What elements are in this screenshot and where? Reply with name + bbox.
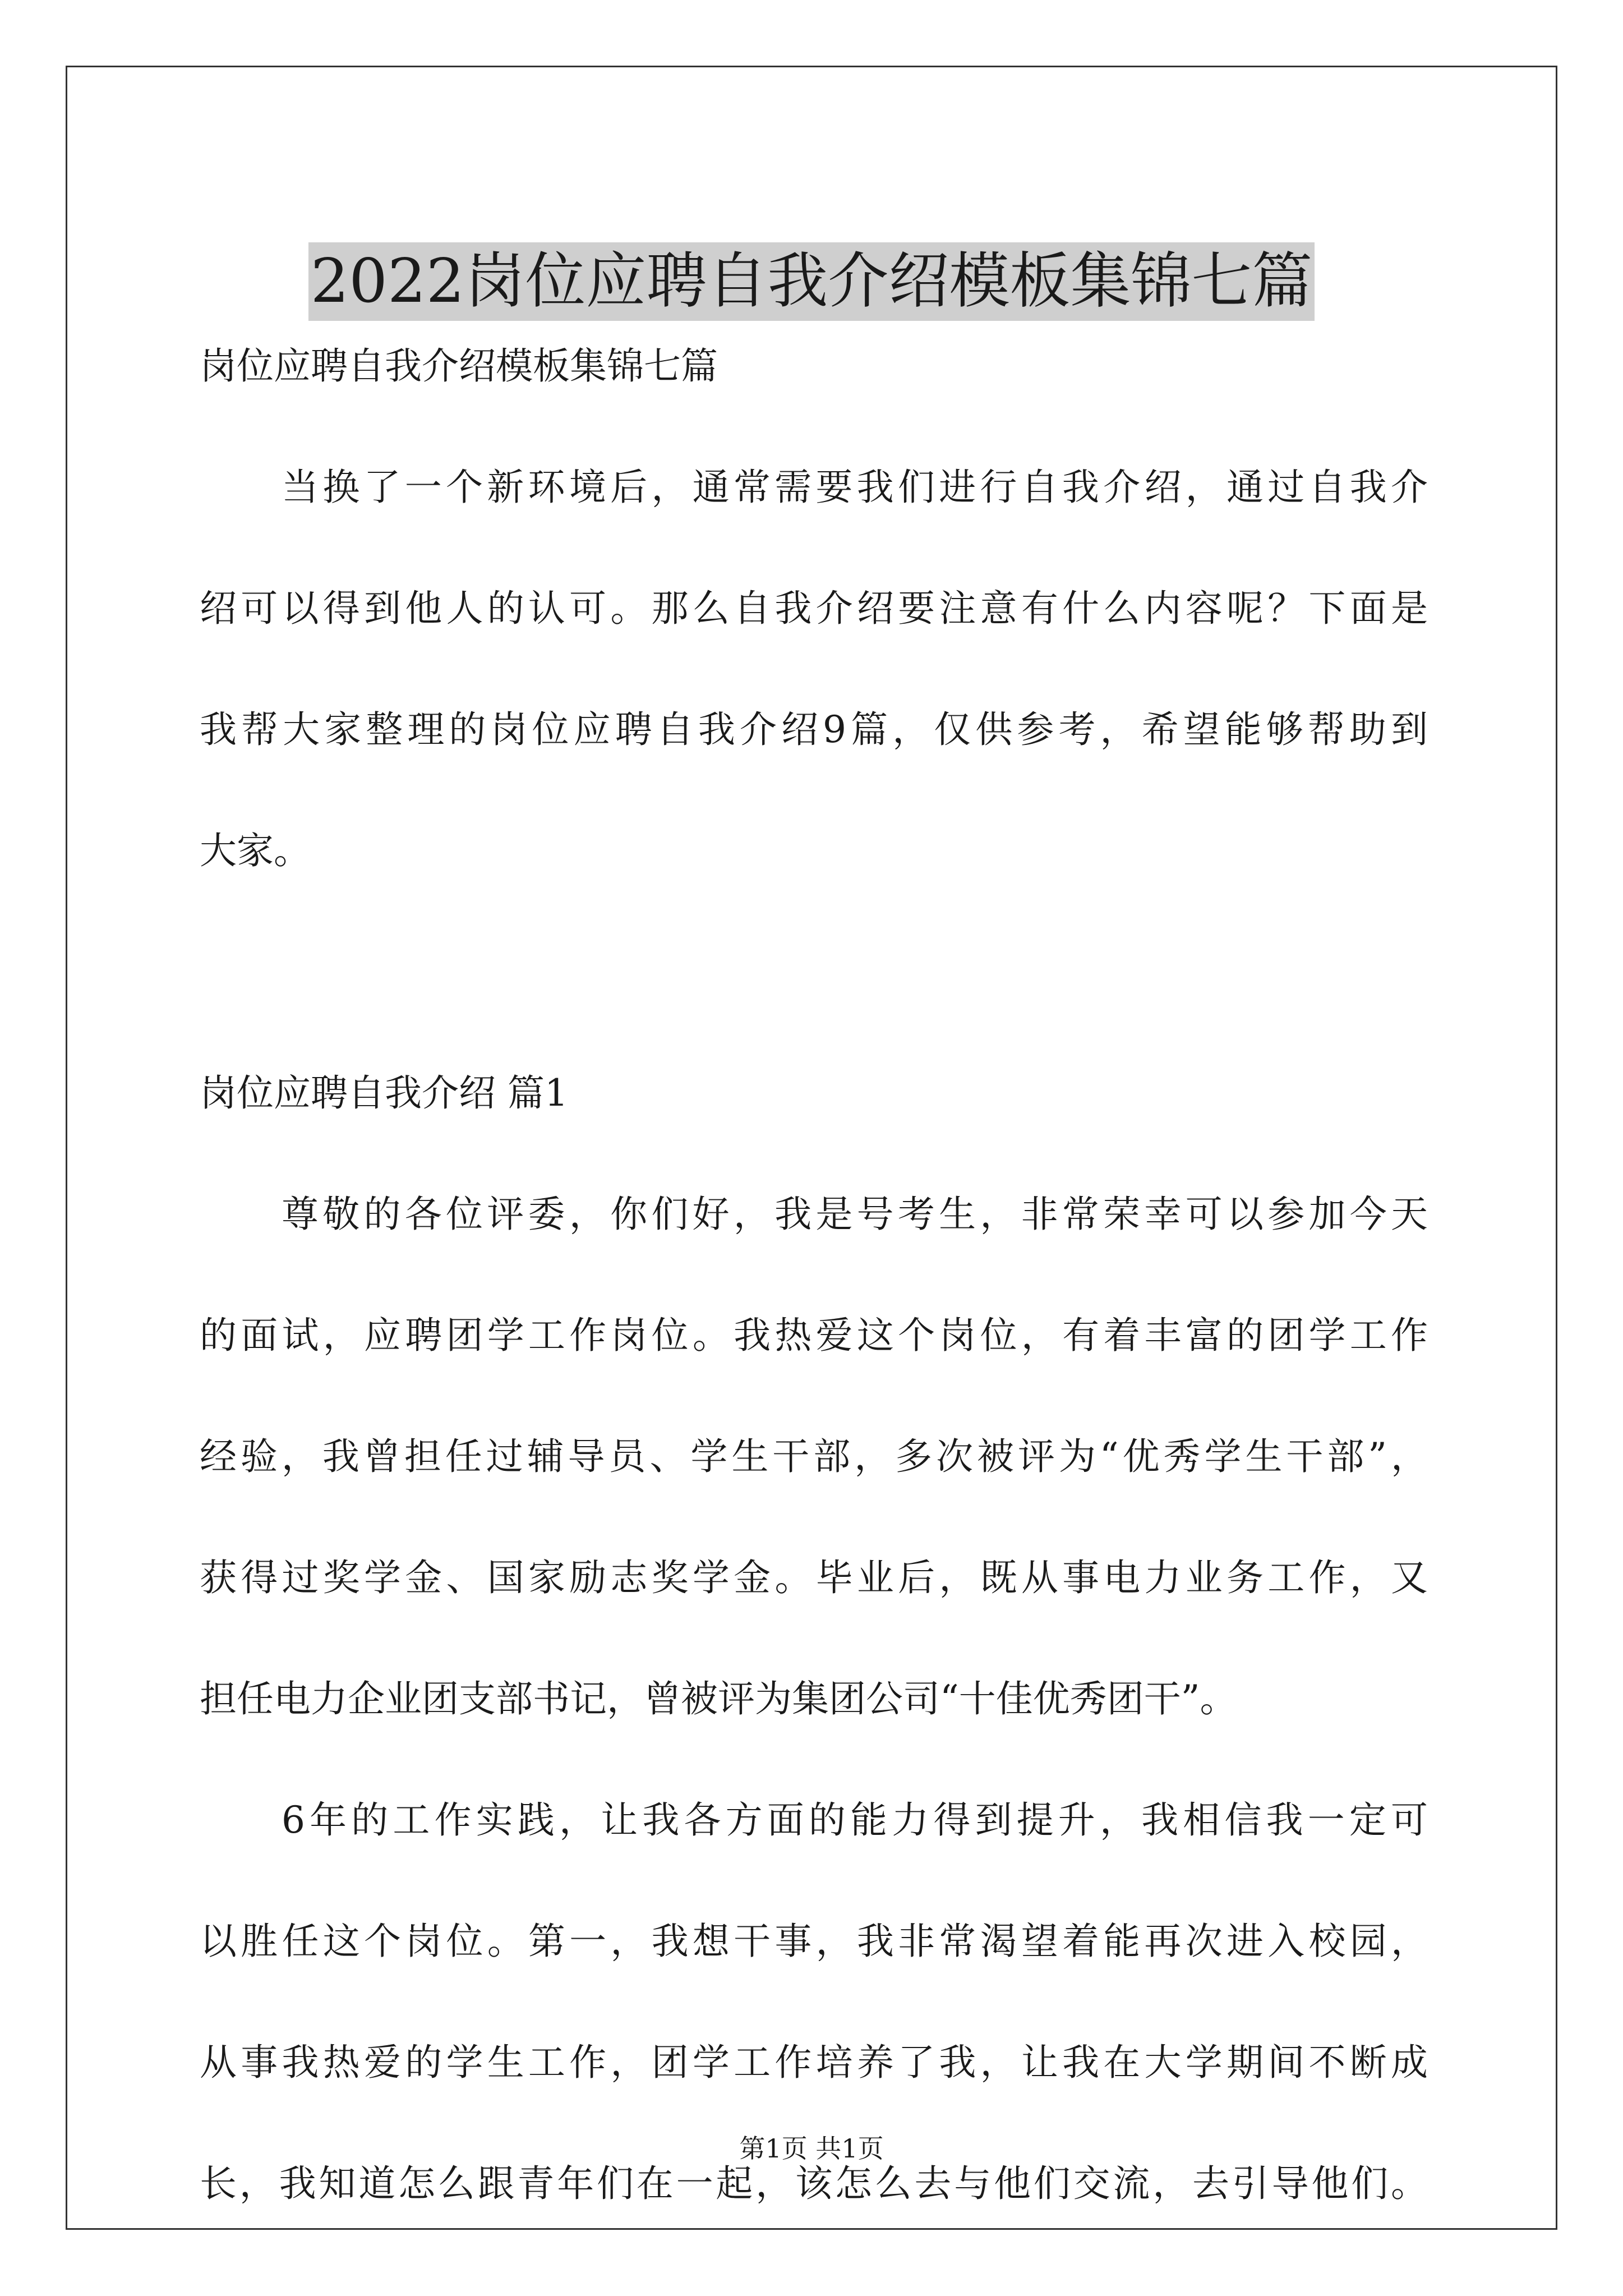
paragraph-gap [200,912,1428,1033]
document-subtitle: 岗位应聘自我介绍模板集锦七篇 [200,344,718,388]
paragraph-line: 以胜任这个岗位。第一，我想干事，我非常渴望着能再次进入校园， [200,1920,1428,1963]
page-footer: 第1页 共1页 [739,2133,884,2164]
paragraph-line: 担任电力企业团支部书记，曾被评为集团公司“十佳优秀团干”。 [200,1677,1237,1720]
paragraph-line: 6年的工作实践，让我各方面的能力得到提升，我相信我一定可 [282,1798,1428,1842]
intro-line: 我帮大家整理的岗位应聘自我介绍9篇，仅供参考，希望能够帮助到 [200,708,1428,751]
paragraph-line: 经验，我曾担任过辅导员、学生干部，多次被评为“优秀学生干部”， [200,1435,1428,1478]
paragraph-line: 从事我热爱的学生工作，团学工作培养了我，让我在大学期间不断成 [200,2041,1428,2084]
document-title: 2022岗位应聘自我介绍模板集锦七篇 [308,242,1315,321]
paragraph-line: 获得过奖学金、国家励志奖学金。毕业后，既从事电力业务工作，又 [200,1556,1428,1599]
paragraph-line: 尊敬的各位评委，你们好，我是号考生，非常荣幸可以参加今天 [282,1193,1428,1236]
intro-line: 大家。 [200,829,311,872]
section-heading: 岗位应聘自我介绍 篇1 [200,1071,568,1115]
intro-line: 当换了一个新环境后，通常需要我们进行自我介绍，通过自我介 [282,466,1428,509]
paragraph-line: 长，我知道怎么跟青年们在一起，该怎么去与他们交流，去引导他们。 [200,2162,1428,2205]
paragraph-line: 的面试，应聘团学工作岗位。我热爱这个岗位，有着丰富的团学工作 [200,1314,1428,1357]
intro-line: 绍可以得到他人的认可。那么自我介绍要注意有什么内容呢？下面是 [200,587,1428,630]
document-body [200,306,1428,2244]
